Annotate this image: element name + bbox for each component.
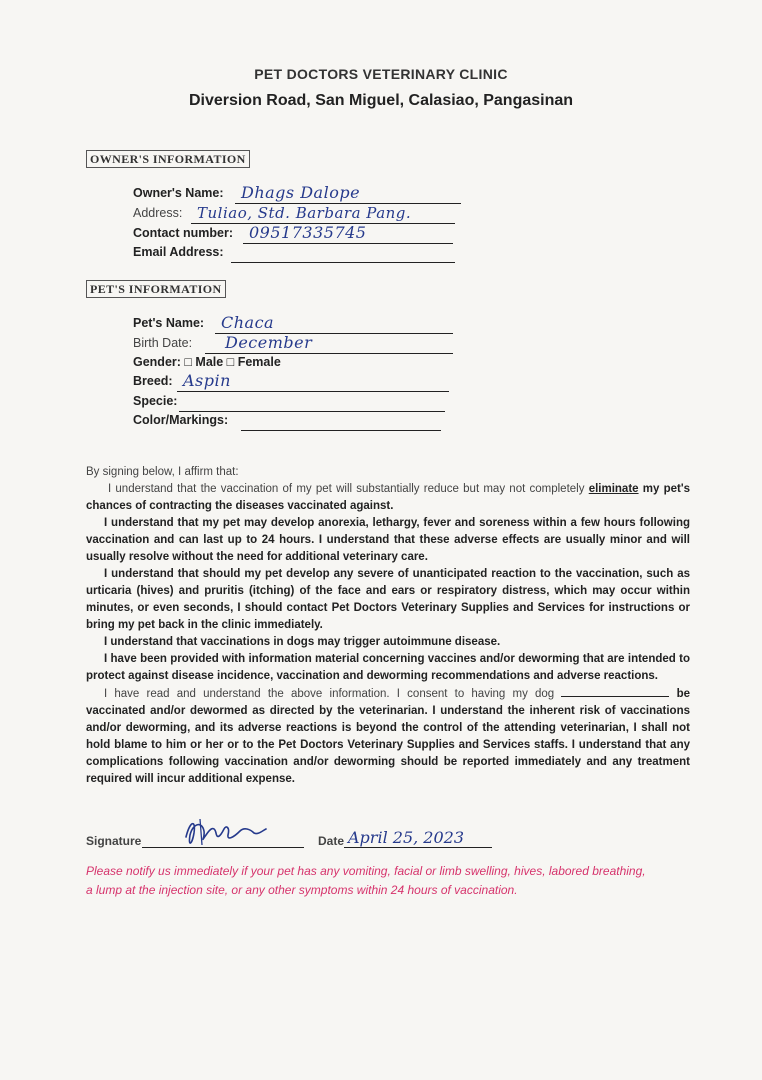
dog-name-blank[interactable] — [561, 685, 669, 697]
signature-label: Signature — [86, 834, 142, 848]
contact-number-value: 09517335745 — [249, 223, 367, 242]
owner-name-label: Owner's Name: — [133, 186, 224, 200]
owner-section-title: OWNER'S INFORMATION — [86, 150, 250, 168]
owner-address-field[interactable] — [133, 204, 412, 224]
affirmation-paragraph-6 — [86, 685, 690, 788]
birth-date-label: Birth Date: — [133, 336, 193, 350]
affirmation-paragraph-4: I understand that vaccinations in dogs may trigger autoimmune disease. — [104, 636, 501, 648]
contact-number-label: Contact number: — [133, 226, 233, 240]
clinic-address: Diversion Road, San Miguel, Calasiao, Pangasinan — [188, 92, 574, 109]
p1-underlined-word: eliminate — [588, 483, 639, 495]
contact-number-field[interactable] — [133, 223, 367, 244]
affirmation-paragraph-5: I have been provided with information material concerning vaccines and/or deworming that are intended to protect against disease incidence, vaccination and deworming recommendations and adverse reactions. — [86, 653, 690, 682]
breed-line — [177, 373, 449, 392]
pet-name-field[interactable] — [133, 313, 275, 334]
owner-address-line — [191, 205, 455, 224]
signature-row — [86, 826, 690, 850]
owner-address-label: Address: — [133, 206, 183, 220]
p6-text-a: I have read and understand the above information. I consent to having my dog — [104, 688, 562, 700]
specie-label: Specie: — [133, 394, 178, 408]
email-address-label: Email Address: — [133, 245, 224, 259]
handwritten-signature — [180, 815, 270, 849]
post-vaccination-notice: Please notify us immediately if your pet has any vomiting, facial or limb swelling, hives, labored breathing, a lump at the injection site, or any other symptoms within 24 hours of vaccination. — [86, 864, 646, 897]
specie-field[interactable] — [133, 394, 177, 412]
clinic-name: PET DOCTORS VETERINARY CLINIC — [254, 66, 508, 82]
date-label: Date — [318, 834, 345, 848]
birth-date-field[interactable] — [133, 333, 313, 354]
email-address-field[interactable] — [133, 245, 224, 263]
affirmation-lead: By signing below, I affirm that: — [86, 466, 239, 478]
email-address-line — [231, 244, 455, 263]
p6-text-b: be vaccinated and/or dewormed as directed by the veterinarian. I understand the inherent risk of vaccinations and/or deworming, and its adverse reactions is beyond the control of the attending veterinarian, I shall not hold blame to him or her or to the Pet Doctors Veterinary Supplies and Services staffs. I understand that any complications following vaccination and/or deworming should be reported immediately and any treatment required will incur additional expense. — [86, 688, 690, 785]
birth-date-line — [205, 335, 453, 354]
affirmation-paragraph-3: I understand that should my pet develop any severe of unanticipated reaction to the vaccination, such as urticaria (hives) and pruritis (itching) of the face and ears or respiratory distress, which may occur within minutes, or even seconds, I should contact Pet Doctors Veterinary Supplies and Services for instructions or bring my pet back in the clinic immediately. — [86, 568, 690, 631]
date-value: April 25, 2023 — [348, 828, 465, 847]
pet-name-line — [215, 315, 453, 334]
breed-field[interactable] — [133, 371, 231, 392]
birth-date-value: December — [225, 333, 313, 352]
affirmation-paragraph-2: I understand that my pet may develop anorexia, lethargy, fever and soreness within a few hours following vaccination and can last up to 24 hours. I understand that these adverse effects are usually minor and will usually resolve without the need for additional veterinary care. — [86, 517, 690, 563]
affirmation-section — [86, 464, 690, 788]
signature-line[interactable] — [142, 827, 304, 848]
pet-section-title: PET'S INFORMATION — [86, 280, 226, 298]
breed-value: Aspin — [183, 371, 231, 390]
affirmation-paragraph-1 — [86, 481, 690, 515]
pet-name-label: Pet's Name: — [133, 316, 205, 330]
contact-number-line — [243, 225, 453, 244]
p1-text-a: I understand that the vaccination of my pet will substantially reduce but may not completely — [108, 483, 589, 495]
color-markings-field[interactable] — [133, 413, 228, 431]
breed-label: Breed: — [133, 374, 173, 388]
owner-name-field[interactable] — [133, 183, 361, 204]
pet-name-value: Chaca — [221, 313, 275, 332]
owner-name-value: Dhags Dalope — [241, 183, 361, 202]
gender-label: Gender: □ Male □ Female — [133, 355, 281, 369]
color-markings-label: Color/Markings: — [133, 413, 229, 427]
owner-address-value: Tuliao, Std. Barbara Pang. — [197, 204, 412, 222]
color-markings-line — [241, 412, 441, 431]
owner-name-line — [235, 185, 461, 204]
specie-line — [179, 393, 445, 412]
p1-text-b: my pet's chances of contracting the diseases vaccinated against. — [86, 483, 690, 512]
